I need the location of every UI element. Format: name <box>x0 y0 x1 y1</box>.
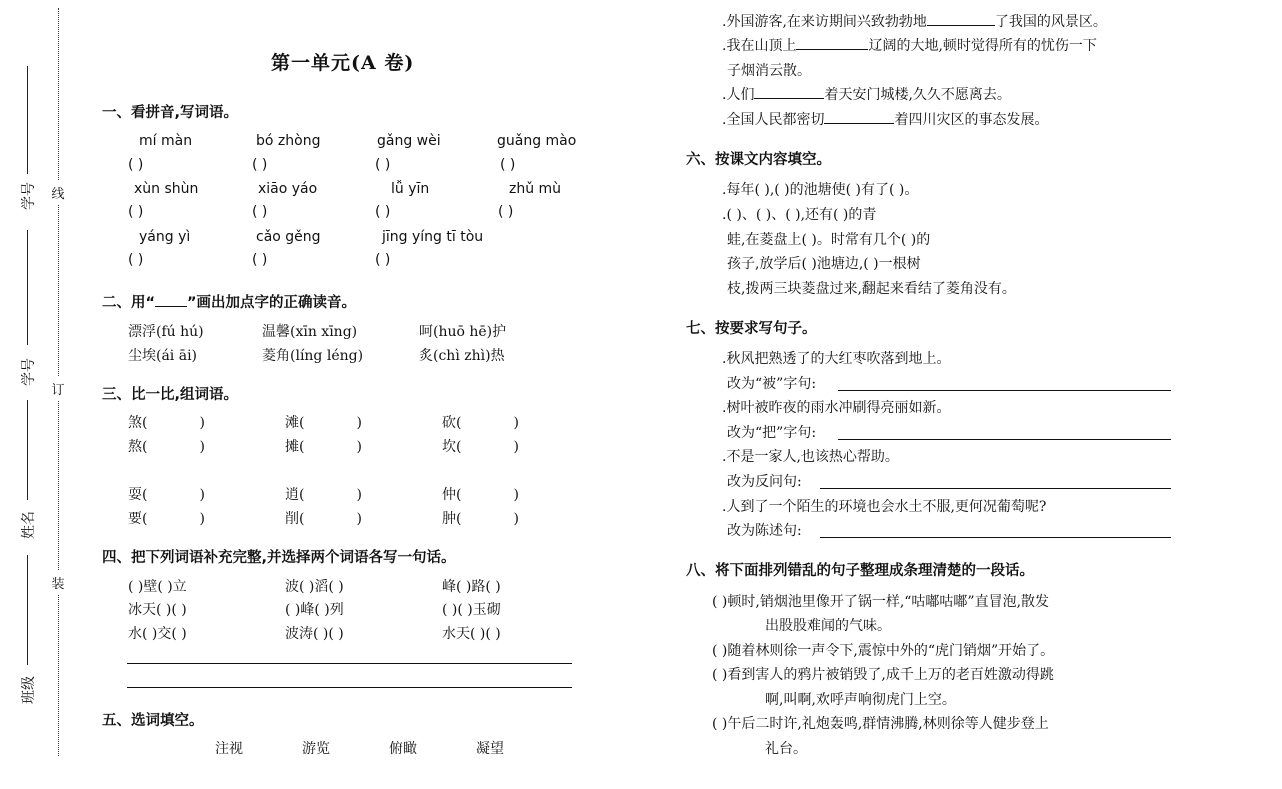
order-item[interactable]: ( )午后二时许,礼炮轰鸣,群情沸腾,林则徐等人健步登上 <box>712 716 1049 732</box>
section-6-heading: 六、按课文内容填空。 <box>686 152 831 168</box>
idiom-fill[interactable]: 波涛( )( ) <box>285 626 344 642</box>
page-title: 第一单元(A 卷) <box>271 52 415 74</box>
binding-field-label: 学号 <box>21 358 37 386</box>
text-fill-line: 枝,拨两三块菱盘过来,翻起来看结了菱角没有。 <box>727 281 1016 297</box>
pinyin: lǚ yīn <box>391 181 430 197</box>
fill-sentence: .外国游客,在来访期间兴致勃勃地 了我国的风景区。 <box>722 14 1107 30</box>
word-option: 俯瞰 <box>389 741 417 757</box>
char-compare: 耍( ) <box>128 487 205 503</box>
order-item-cont: 出股股难闻的气味。 <box>765 618 891 634</box>
char-compare: 煞( ) <box>128 415 205 431</box>
char-compare: 仲( ) <box>442 487 519 503</box>
fill-blank[interactable] <box>796 49 868 50</box>
answer-blank[interactable]: ( ) <box>498 204 514 220</box>
sentence-answer-line[interactable] <box>127 687 572 688</box>
rewrite-answer-line[interactable] <box>820 488 1171 489</box>
word-option: 游览 <box>302 741 330 757</box>
idiom-fill[interactable]: ( )壁( )立 <box>128 579 187 595</box>
field-line-3 <box>27 400 28 500</box>
fill-sentence-cont: 子烟消云散。 <box>727 63 811 79</box>
heading-part: 二、用“ <box>102 295 156 311</box>
pinyin: xùn shùn <box>134 181 199 197</box>
section-1-heading: 一、看拼音,写词语。 <box>102 105 239 121</box>
rewrite-answer-line[interactable] <box>820 537 1171 538</box>
answer-blank[interactable]: ( ) <box>375 157 391 173</box>
pinyin: bó zhòng <box>256 133 321 149</box>
idiom-fill[interactable]: 水( )交( ) <box>128 626 187 642</box>
pinyin: yáng yì <box>139 229 191 245</box>
char-compare: 要( ) <box>128 511 205 527</box>
fill-blank[interactable] <box>754 98 824 99</box>
binding-field-label: 班级 <box>21 676 37 704</box>
answer-blank[interactable]: ( ) <box>252 204 268 220</box>
order-item[interactable]: ( )随着林则徐一声令下,震惊中外的“虎门销烟”开始了。 <box>712 643 1055 659</box>
pinyin: cǎo gěng <box>256 229 321 245</box>
pinyin: mí màn <box>139 133 193 149</box>
reading-choice: 尘埃(ái āi) <box>128 348 198 364</box>
text-fill-line[interactable]: 孩子,放学后( )池塘边,( )一根树 <box>727 256 921 272</box>
answer-blank[interactable]: ( ) <box>128 204 144 220</box>
order-item-cont: 礼台。 <box>765 741 807 757</box>
fill-sentence: .人们 着天安门城楼,久久不愿离去。 <box>722 87 1011 103</box>
field-line-2 <box>27 230 28 345</box>
fill-blank[interactable] <box>927 25 995 26</box>
reading-choice: 菱角(líng léng) <box>262 348 364 364</box>
section-3-heading: 三、比一比,组词语。 <box>102 387 239 403</box>
section-7-heading: 七、按要求写句子。 <box>686 321 817 337</box>
char-compare: 摊( ) <box>285 439 362 455</box>
underline-sample <box>155 306 187 307</box>
idiom-fill[interactable]: ( )峰( )列 <box>285 602 344 618</box>
rewrite-label: 改为反问句: <box>727 474 802 490</box>
reading-choice: 炙(chì zhì)热 <box>419 348 505 364</box>
reading-choice: 呵(huō hē)护 <box>419 324 507 340</box>
section-4-heading: 四、把下列词语补充完整,并选择两个词语各写一句话。 <box>102 550 456 566</box>
binding-mark-bind: 装 <box>50 570 66 595</box>
fill-sentence: .全国人民都密切 着四川灾区的事态发展。 <box>722 112 1049 128</box>
sentence-answer-line[interactable] <box>127 663 572 664</box>
pinyin: jīng yíng tī tòu <box>382 229 484 245</box>
rewrite-answer-line[interactable] <box>838 390 1171 391</box>
sentence-prompt: .不是一家人,也该热心帮助。 <box>722 449 899 465</box>
idiom-fill[interactable]: 波( )滔( ) <box>285 579 344 595</box>
idiom-fill[interactable]: 峰( )路( ) <box>442 579 501 595</box>
answer-blank[interactable]: ( ) <box>128 252 144 268</box>
section-2-heading <box>102 291 356 312</box>
text-fill-line[interactable]: .每年( ),( )的池塘使( )有了( )。 <box>722 182 919 198</box>
char-compare: 逍( ) <box>285 487 362 503</box>
pinyin: zhǔ mù <box>509 181 562 197</box>
rewrite-answer-line[interactable] <box>838 439 1171 440</box>
field-line-4 <box>27 555 28 665</box>
rewrite-label: 改为陈述句: <box>727 523 802 539</box>
reading-choice: 温馨(xīn xīng) <box>262 324 358 340</box>
answer-blank-long[interactable]: ( ) <box>375 252 391 268</box>
sentence-prompt: .秋风把熟透了的大红枣吹落到地上。 <box>722 351 951 367</box>
answer-blank[interactable]: ( ) <box>128 157 144 173</box>
text-fill-line[interactable]: .( )、( )、( ),还有( )的青 <box>722 207 877 223</box>
heading-part: ”画出加点字的正确读音。 <box>187 295 357 311</box>
word-option: 注视 <box>215 741 243 757</box>
char-compare: 滩( ) <box>285 415 362 431</box>
answer-blank[interactable]: ( ) <box>375 204 391 220</box>
section-8-heading: 八、将下面排列错乱的句子整理成条理清楚的一段话。 <box>686 563 1034 579</box>
idiom-fill[interactable]: 水天( )( ) <box>442 626 501 642</box>
pinyin: guǎng mào <box>497 133 577 149</box>
answer-blank[interactable]: ( ) <box>252 157 268 173</box>
fill-blank[interactable] <box>824 123 894 124</box>
section-5-heading: 五、选词填空。 <box>102 713 204 729</box>
order-item-cont: 啊,叫啊,欢呼声响彻虎门上空。 <box>765 692 956 708</box>
char-compare: 削( ) <box>285 511 362 527</box>
binding-field-label: 姓名 <box>21 511 37 539</box>
rewrite-label: 改为“把”字句: <box>727 425 817 441</box>
answer-blank[interactable]: ( ) <box>500 157 516 173</box>
binding-field-label: 学号 <box>21 182 37 210</box>
binding-mark-staple: 订 <box>50 376 66 401</box>
char-compare: 砍( ) <box>442 415 519 431</box>
pinyin: xiāo yáo <box>258 181 318 197</box>
order-item[interactable]: ( )顿时,销烟池里像开了锅一样,“咕嘟咕嘟”直冒泡,散发 <box>712 594 1050 610</box>
idiom-fill[interactable]: 冰天( )( ) <box>128 602 187 618</box>
idiom-fill[interactable]: ( )( )玉砌 <box>442 602 501 618</box>
text-fill-line[interactable]: 蛙,在菱盘上( )。时常有几个( )的 <box>727 232 931 248</box>
binding-mark-line: 线 <box>50 180 66 205</box>
char-compare: 肿( ) <box>442 511 519 527</box>
word-option: 凝望 <box>476 741 504 757</box>
char-compare: 坎( ) <box>442 439 519 455</box>
reading-choice: 漂浮(fú hú) <box>128 324 204 340</box>
order-item[interactable]: ( )看到害人的鸦片被销毁了,成千上万的老百姓激动得跳 <box>712 667 1054 683</box>
fill-sentence: .我在山顶上 辽阔的大地,顿时觉得所有的忧伤一下 <box>722 38 1097 54</box>
field-line-1 <box>27 66 28 174</box>
rewrite-label: 改为“被”字句: <box>727 376 817 392</box>
answer-blank[interactable]: ( ) <box>252 252 268 268</box>
sentence-prompt: .人到了一个陌生的环境也会水土不服,更何况葡萄呢? <box>722 499 1047 515</box>
sentence-prompt: .树叶被昨夜的雨水冲刷得亮丽如新。 <box>722 400 951 416</box>
char-compare: 熬( ) <box>128 439 205 455</box>
pinyin: gǎng wèi <box>377 133 441 149</box>
